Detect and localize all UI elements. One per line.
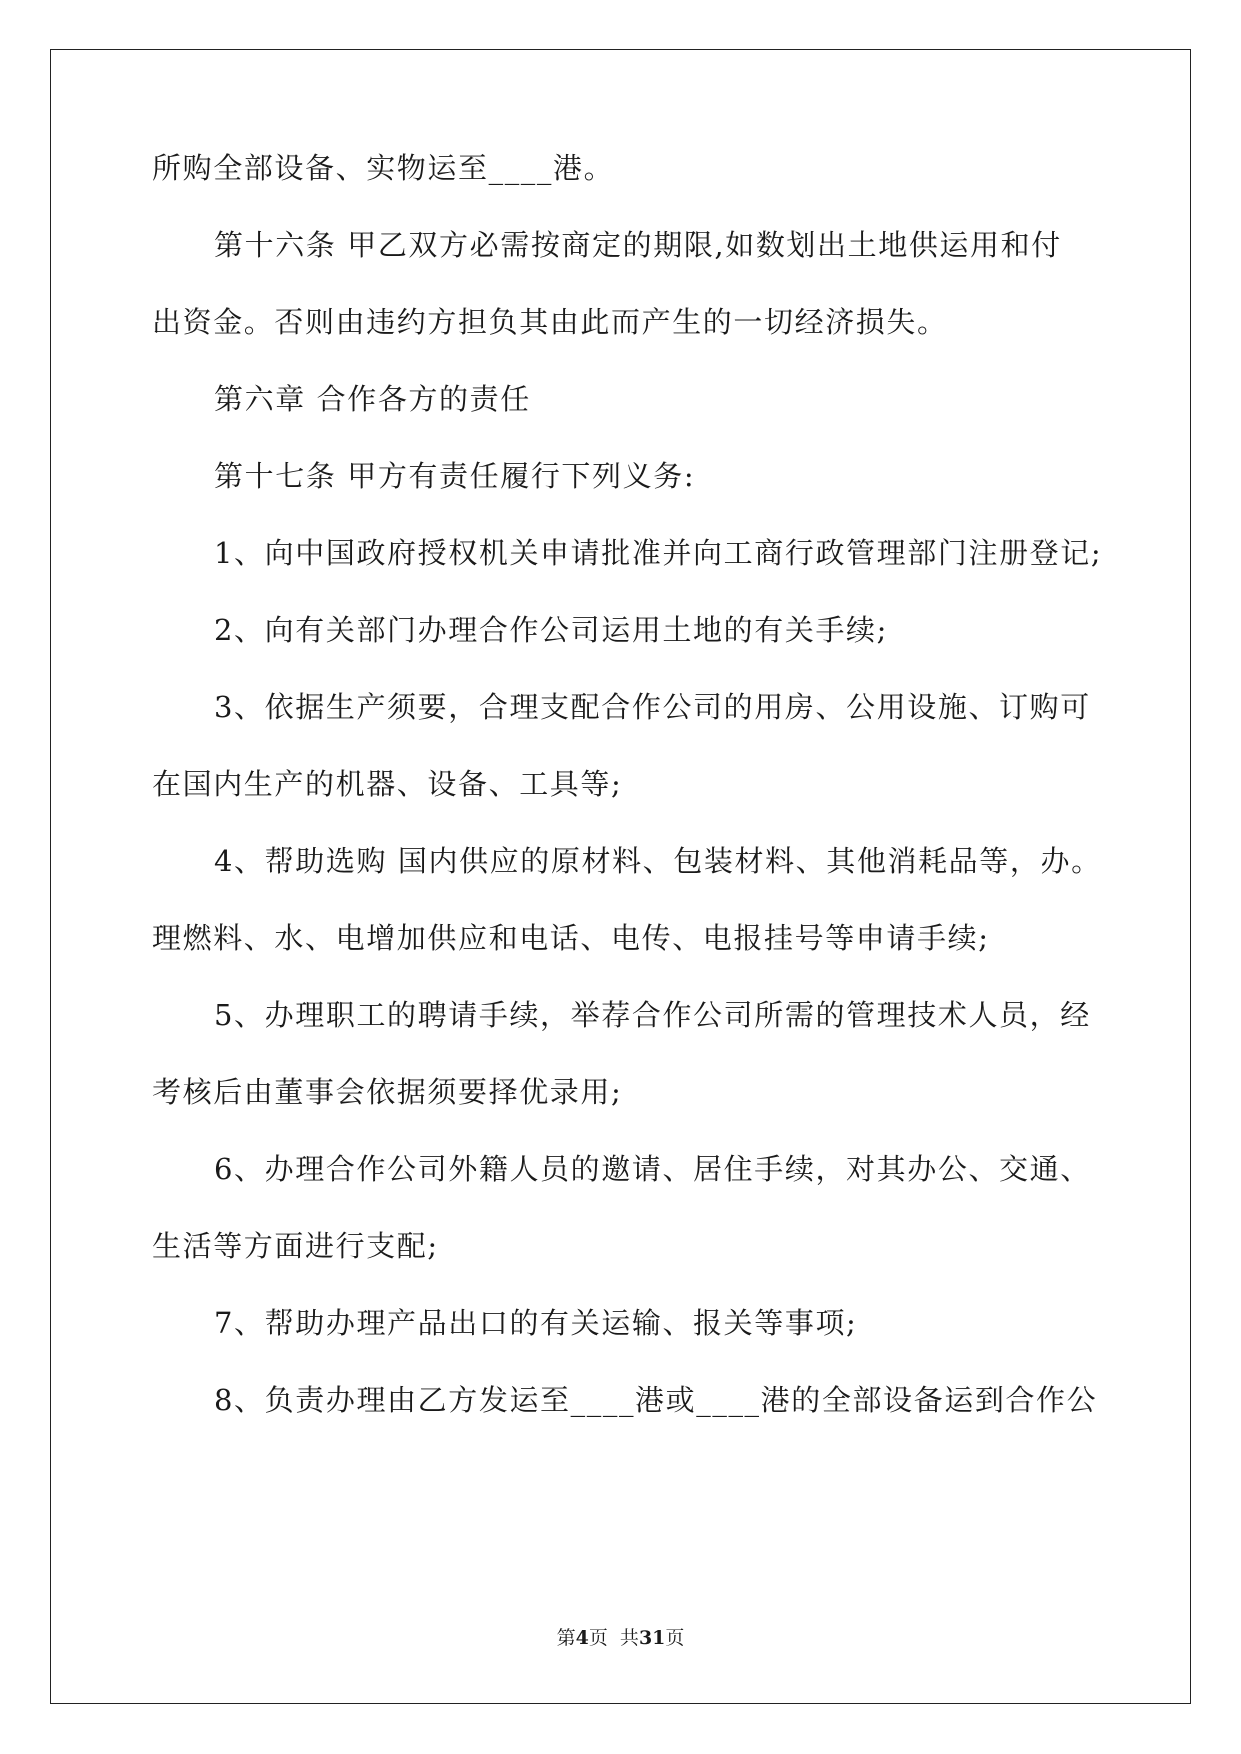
page-label-mid: 页 共 <box>588 1627 639 1649</box>
text-line: 7、帮助办理产品出口的有关运输、报关等事项; <box>214 1306 858 1340</box>
text-line: 生活等方面进行支配; <box>152 1229 439 1263</box>
text-line: 2、向有关部门办理合作公司运用土地的有关手续; <box>214 613 889 647</box>
total-pages-number: 31 <box>638 1627 666 1649</box>
text-line: 6、办理合作公司外籍人员的邀请、居住手续，对其办公、交通、 <box>214 1152 1091 1186</box>
text-line: 4、帮助选购 国内供应的原材料、包装材料、其他消耗品等，办。 <box>214 844 1102 878</box>
text-line: 第十六条 甲乙双方必需按商定的期限,如数划出土地供运用和付 <box>214 228 1062 262</box>
text-line: 1、向中国政府授权机关申请批准并向工商行政管理部门注册登记; <box>214 536 1103 570</box>
page-label-prefix: 第 <box>556 1627 576 1649</box>
page-footer <box>0 1625 1241 1651</box>
current-page-number: 4 <box>575 1627 589 1649</box>
page-label-suffix: 页 <box>665 1627 685 1649</box>
text-line: 所购全部设备、实物运至____港。 <box>152 151 615 185</box>
text-line: 5、办理职工的聘请手续，举荐合作公司所需的管理技术人员，经 <box>214 998 1091 1032</box>
text-line: 第十七条 甲方有责任履行下列义务: <box>214 459 696 493</box>
text-line: 出资金。否则由违约方担负其由此而产生的一切经济损失。 <box>152 305 948 339</box>
text-line: 理燃料、水、电增加供应和电话、电传、电报挂号等申请手续; <box>152 921 990 955</box>
text-line: 8、负责办理由乙方发运至____港或____港的全部设备运到合作公 <box>214 1383 1098 1417</box>
text-line: 考核后由董事会依据须要择优录用; <box>152 1075 623 1109</box>
text-line: 在国内生产的机器、设备、工具等; <box>152 767 623 801</box>
text-line: 3、依据生产须要，合理支配合作公司的用房、公用设施、订购可 <box>214 690 1091 724</box>
chapter-heading: 第六章 合作各方的责任 <box>214 382 531 416</box>
